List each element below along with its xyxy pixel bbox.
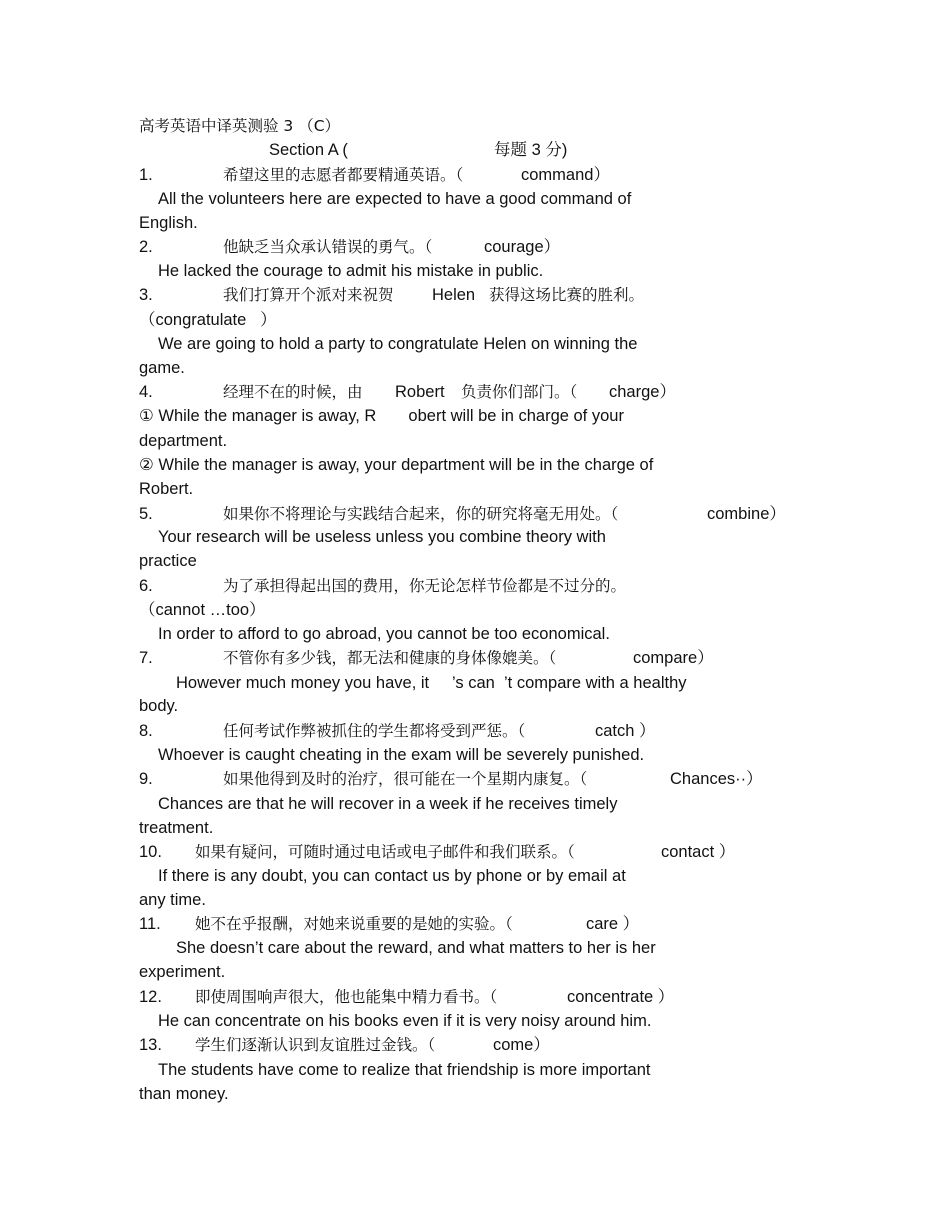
item-hint: courage）: [484, 238, 561, 256]
item-answer: However much money you have, it ’s can ’t compare with a healthy: [176, 674, 687, 692]
item-chinese: 不管你有多少钱，都无法和健康的身体像媲美。（: [223, 649, 557, 667]
item-answer: than money.: [139, 1085, 229, 1103]
item-chinese: 任何考试作弊被抓住的学生都将受到严惩。（: [223, 722, 526, 740]
item-number: 2.: [139, 238, 153, 256]
item-number: 3.: [139, 286, 153, 304]
item-answer: English.: [139, 214, 198, 232]
item-number: 9.: [139, 770, 153, 788]
item-answer: game.: [139, 359, 185, 377]
item-chinese-name: Robert: [395, 383, 445, 401]
item-answer: treatment.: [139, 819, 214, 837]
item-chinese: 他缺乏当众承认错误的勇气。（: [223, 238, 433, 256]
item-hint: concentrate ）: [567, 988, 675, 1006]
item-hint: combine）: [707, 505, 786, 523]
item-hint: catch ）: [595, 722, 656, 740]
item-answer: ② While the manager is away, your department will be in the charge of: [139, 456, 654, 474]
item-number: 11.: [139, 915, 161, 933]
item-number: 5.: [139, 505, 153, 523]
item-chinese: 她不在乎报酬，对她来说重要的是她的实验。（: [195, 915, 513, 933]
item-answer: He can concentrate on his books even if it is very noisy around him.: [158, 1012, 652, 1030]
item-chinese-name: Helen: [432, 286, 476, 304]
item-answer: department.: [139, 432, 228, 450]
item-answer: She doesn’t care about the reward, and what matters to her is her: [176, 939, 656, 957]
item-hint: （cannot …too）: [139, 601, 266, 619]
item-hint: Chances··）: [670, 770, 763, 788]
item-chinese: 我们打算开个派对来祝贺: [223, 286, 394, 304]
item-number: 12.: [139, 988, 162, 1006]
item-answer: If there is any doubt, you can contact us by phone or by email at: [158, 867, 626, 885]
item-chinese: 即使周围响声很大，他也能集中精力看书。（: [195, 988, 498, 1006]
item-answer: We are going to hold a party to congratulate Helen on winning the: [158, 335, 638, 353]
item-chinese: 为了承担得起出国的费用，你无论怎样节俭都是不过分的。: [223, 577, 627, 595]
item-hint: come）: [493, 1036, 550, 1054]
item-chinese: 希望这里的志愿者都要精通英语。（: [223, 166, 464, 184]
item-answer: In order to afford to go abroad, you cannot be too economical.: [158, 625, 610, 643]
item-answer: Chances are that he will recover in a week if he receives timely: [158, 795, 618, 813]
item-answer: practice: [139, 552, 197, 570]
item-answer: body.: [139, 697, 179, 715]
item-chinese: 学生们逐渐认识到友谊胜过金钱。（: [195, 1036, 436, 1054]
item-answer: Robert.: [139, 480, 194, 498]
item-answer: Whoever is caught cheating in the exam will be severely punished.: [158, 746, 645, 764]
item-number: 13.: [139, 1036, 162, 1054]
item-number: 10.: [139, 843, 162, 861]
item-number: 1.: [139, 166, 153, 184]
item-hint: charge）: [609, 383, 676, 401]
item-number: 7.: [139, 649, 153, 667]
item-answer: any time.: [139, 891, 206, 909]
item-hint: compare）: [633, 649, 714, 667]
section-points: 每题 3 分): [494, 141, 568, 159]
item-chinese: 如果有疑问，可随时通过电话或电子邮件和我们联系。（: [195, 843, 575, 861]
item-answer: All the volunteers here are expected to have a good command of: [158, 190, 632, 208]
item-hint: contact ）: [661, 843, 736, 861]
item-chinese: 如果你不将理论与实践结合起来，你的研究将毫无用处。（: [223, 505, 619, 523]
item-answer: ① While the manager is away, R obert will be in charge of your: [139, 407, 624, 425]
item-number: 8.: [139, 722, 153, 740]
item-chinese: 获得这场比赛的胜利。: [489, 286, 645, 304]
item-answer: The students have come to realize that friendship is more important: [158, 1061, 651, 1079]
item-number: 6.: [139, 577, 153, 595]
item-answer: experiment.: [139, 963, 226, 981]
page-title: 高考英语中译英测验 3 （C）: [139, 117, 341, 135]
item-chinese: 负责你们部门。（: [461, 383, 578, 401]
item-hint: command）: [521, 166, 610, 184]
item-hint: care ）: [586, 915, 640, 933]
item-answer: He lacked the courage to admit his mistake in public.: [158, 262, 544, 280]
item-chinese: 如果他得到及时的治疗，很可能在一个星期内康复。（: [223, 770, 588, 788]
item-answer: Your research will be useless unless you combine theory with: [158, 528, 606, 546]
item-number: 4.: [139, 383, 153, 401]
item-chinese: 经理不在的时候，由: [223, 383, 363, 401]
item-hint: （congratulate ）: [139, 311, 277, 329]
section-heading: Section A (: [269, 141, 348, 159]
